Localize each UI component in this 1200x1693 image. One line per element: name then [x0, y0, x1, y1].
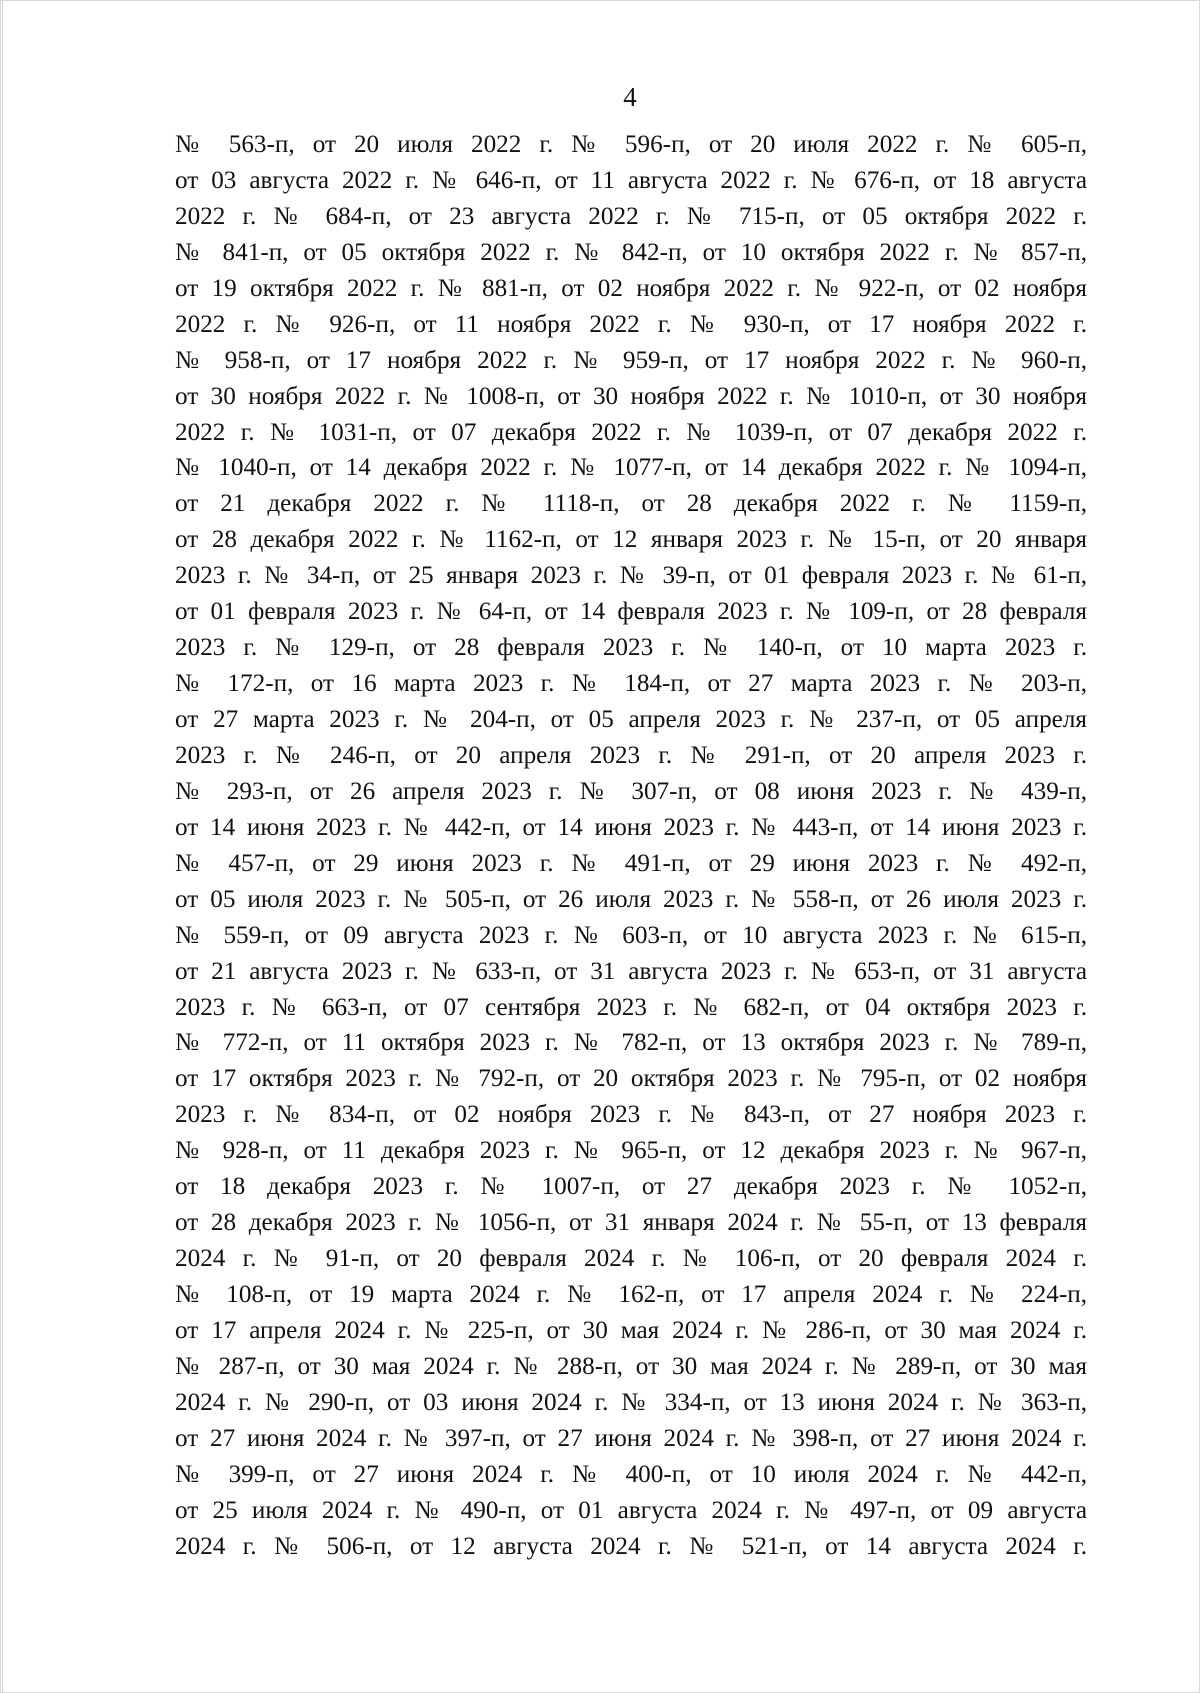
text-line: 2023 г. № 129-п, от 28 февраля 2023 г. № 140-п, от 10 марта 2023 г. [175, 634, 1087, 662]
text-line: от 01 февраля 2023 г. № 64-п, от 14 февраля 2023 г. № 109-п, от 28 февраля [175, 598, 1087, 626]
text-line: от 03 августа 2022 г. № 646-п, от 11 августа 2022 г. № 676-п, от 18 августа [175, 166, 1087, 194]
text-line: от 18 декабря 2023 г. № 1007-п, от 27 декабря 2023 г. № 1052-п, [175, 1173, 1087, 1201]
text-line: 2022 г. № 1031-п, от 07 декабря 2022 г. № 1039-п, от 07 декабря 2022 г. [175, 418, 1087, 446]
text-line: 2022 г. № 926-п, от 11 ноября 2022 г. № 930-п, от 17 ноября 2022 г. [175, 310, 1087, 338]
text-line: от 30 ноября 2022 г. № 1008-п, от 30 ноября 2022 г. № 1010-п, от 30 ноября [175, 382, 1087, 410]
text-line: 2024 г. № 290-п, от 03 июня 2024 г. № 334-п, от 13 июня 2024 г. № 363-п, [175, 1388, 1087, 1416]
text-line: № 563-п, от 20 июля 2022 г. № 596-п, от 20 июля 2022 г. № 605-п, [175, 131, 1087, 158]
text-line: 2023 г. № 246-п, от 20 апреля 2023 г. № 291-п, от 20 апреля 2023 г. [175, 741, 1087, 769]
text-line: от 17 апреля 2024 г. № 225-п, от 30 мая 2024 г. № 286-п, от 30 мая 2024 г. [175, 1316, 1087, 1344]
text-line: 2022 г. № 684-п, от 23 августа 2022 г. № 715-п, от 05 октября 2022 г. [175, 202, 1087, 230]
text-line: от 27 марта 2023 г. № 204-п, от 05 апреля 2023 г. № 237-п, от 05 апреля [175, 706, 1087, 733]
text-line: № 457-п, от 29 июня 2023 г. № 491-п, от 29 июня 2023 г. № 492-п, [175, 849, 1087, 877]
text-line: от 19 октября 2022 г. № 881-п, от 02 ноября 2022 г. № 922-п, от 02 ноября [175, 274, 1087, 302]
text-line: 2023 г. № 834-п, от 02 ноября 2023 г. № 843-п, от 27 ноября 2023 г. [175, 1101, 1087, 1129]
page-number: 4 [623, 82, 637, 112]
text-line: от 27 июня 2024 г. № 397-п, от 27 июня 2024 г. № 398-п, от 27 июня 2024 г. [175, 1424, 1087, 1452]
text-line: № 841-п, от 05 октября 2022 г. № 842-п, от 10 октября 2022 г. № 857-п, [175, 238, 1087, 266]
scan-edge [2, 0, 3, 1693]
text-line: от 21 декабря 2022 г. № 1118-п, от 28 декабря 2022 г. № 1159-п, [175, 490, 1087, 518]
text-line: № 958-п, от 17 ноября 2022 г. № 959-п, от 17 ноября 2022 г. № 960-п, [175, 346, 1087, 374]
text-line: 2024 г. № 91-п, от 20 февраля 2024 г. № 106-п, от 20 февраля 2024 г. [175, 1245, 1087, 1273]
text-line: № 928-п, от 11 декабря 2023 г. № 965-п, от 12 декабря 2023 г. № 967-п, [175, 1137, 1087, 1165]
text-line: 2023 г. № 663-п, от 07 сентября 2023 г. № 682-п, от 04 октября 2023 г. [175, 993, 1087, 1021]
text-line: 2023 г. № 34-п, от 25 января 2023 г. № 39-п, от 01 февраля 2023 г. № 61-п, [175, 562, 1087, 590]
body-text [175, 127, 1087, 1565]
text-line: № 287-п, от 30 мая 2024 г. № 288-п, от 30 мая 2024 г. № 289-п, от 30 мая [175, 1352, 1087, 1380]
text-line: от 05 июля 2023 г. № 505-п, от 26 июля 2023 г. № 558-п, от 26 июля 2023 г. [175, 885, 1087, 913]
text-line: № 293-п, от 26 апреля 2023 г. № 307-п, от 08 июня 2023 г. № 439-п, [175, 777, 1087, 805]
text-line: от 17 октября 2023 г. № 792-п, от 20 октября 2023 г. № 795-п, от 02 ноября [175, 1065, 1087, 1093]
text-line: № 399-п, от 27 июня 2024 г. № 400-п, от 10 июля 2024 г. № 442-п, [175, 1460, 1087, 1488]
text-line: от 28 декабря 2022 г. № 1162-п, от 12 января 2023 г. № 15-п, от 20 января [175, 526, 1087, 554]
text-line: от 14 июня 2023 г. № 442-п, от 14 июня 2023 г. № 443-п, от 14 июня 2023 г. [175, 813, 1087, 841]
text-line: № 559-п, от 09 августа 2023 г. № 603-п, от 10 августа 2023 г. № 615-п, [175, 921, 1087, 949]
text-line: № 772-п, от 11 октября 2023 г. № 782-п, от 13 октября 2023 г. № 789-п, [175, 1029, 1087, 1057]
text-line: № 1040-п, от 14 декабря 2022 г. № 1077-п, от 14 декабря 2022 г. № 1094-п, [175, 454, 1087, 482]
text-line: от 21 августа 2023 г. № 633-п, от 31 августа 2023 г. № 653-п, от 31 августа [175, 957, 1087, 985]
text-line: 2024 г. № 506-п, от 12 августа 2024 г. № 521-п, от 14 августа 2024 г. [175, 1532, 1087, 1560]
text-line: от 28 декабря 2023 г. № 1056-п, от 31 января 2024 г. № 55-п, от 13 февраля [175, 1209, 1087, 1237]
text-line: от 25 июля 2024 г. № 490-п, от 01 августа 2024 г. № 497-п, от 09 августа [175, 1496, 1087, 1524]
text-line: № 108-п, от 19 марта 2024 г. № 162-п, от 17 апреля 2024 г. № 224-п, [175, 1281, 1087, 1308]
text-line: № 172-п, от 16 марта 2023 г. № 184-п, от 27 марта 2023 г. № 203-п, [175, 670, 1087, 698]
